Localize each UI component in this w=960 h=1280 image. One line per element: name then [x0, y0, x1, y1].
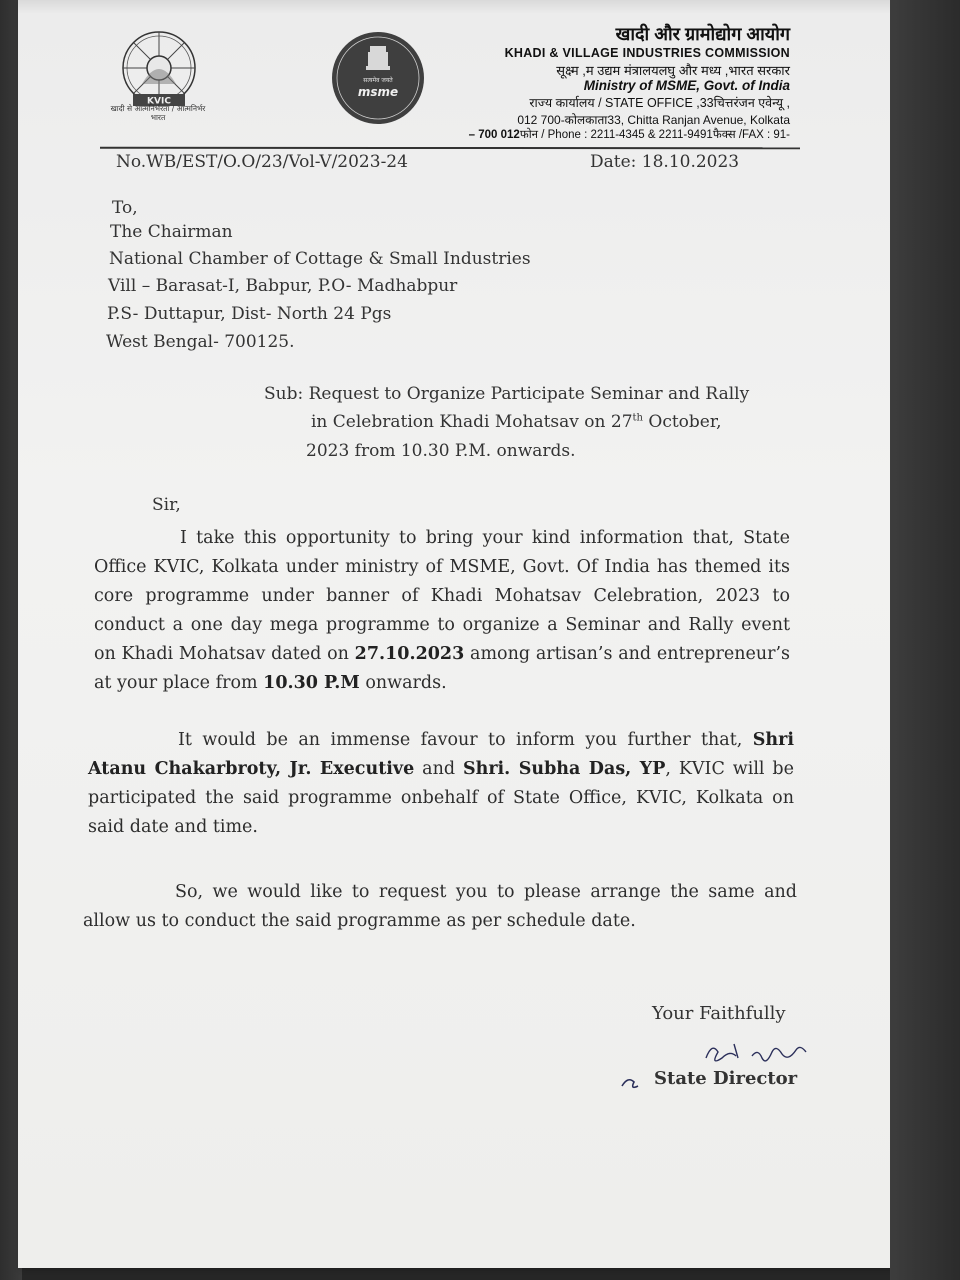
recipient-line: National Chamber of Cottage & Small Industries	[109, 249, 531, 269]
salutation: Sir,	[152, 495, 181, 515]
recipient-line: Vill – Barasat-I, Babpur, P.O- Madhabpur	[108, 276, 458, 296]
event-date: 27.10.2023	[354, 644, 465, 664]
kvic-logo-text: KVIC	[147, 96, 171, 107]
address-line: 012 700-कोलकाता33, Chitta Ranjan Avenue, Kolkata	[517, 113, 790, 127]
subject-text: in Celebration Khadi Mohatsav on 27	[311, 412, 633, 432]
closing-regards: Your Faithfully	[652, 1003, 786, 1024]
msme-label: msme	[357, 85, 399, 99]
recipient-line: The Chairman	[110, 222, 233, 242]
paragraph-text: onwards.	[359, 673, 447, 693]
office-line: राज्य कार्यालय / STATE OFFICE ,33चित्तरंजन एवेन्यू ,	[529, 96, 790, 110]
emblem-caption: सत्यमेव जयते	[363, 77, 393, 84]
body-paragraph-1	[94, 524, 790, 698]
background-right	[890, 0, 960, 1280]
subject-text: October,	[642, 412, 722, 432]
recipient-line: P.S- Duttapur, Dist- North 24 Pgs	[107, 304, 392, 324]
body-paragraph-3: So, we would like to request you to please arrange the same and allow us to conduct the said programme as per schedule date.	[83, 882, 797, 931]
reference-number: No.WB/EST/O.O/23/Vol-V/2023-24	[116, 152, 408, 172]
contact-line	[469, 127, 790, 142]
subject-line	[311, 412, 722, 432]
hindi-org-name: खादी और ग्रामोद्योग आयोग	[615, 24, 790, 44]
paragraph-text: among artisan’s and entrepreneur’s at your place from	[94, 644, 790, 693]
body-paragraph-2	[88, 726, 794, 842]
paragraph-text: It would be an immense favour to inform you further that,	[178, 730, 753, 750]
signatory-designation: State Director	[654, 1068, 798, 1089]
msme-emblem-icon	[328, 30, 428, 126]
subject-line: 2023 from 10.30 P.M. onwards.	[306, 441, 576, 461]
ministry-name: Ministry of MSME, Govt. of India	[583, 78, 790, 93]
org-name: KHADI & VILLAGE INDUSTRIES COMMISSION	[504, 46, 790, 60]
paragraph-text: , KVIC will be participated the said programme onbehalf of State Office, KVIC, Kolkata on said date and time.	[88, 759, 794, 837]
subject-superscript: th	[632, 412, 643, 424]
hindi-ministry: सूक्ष्म ,म उद्यम मंत्रालयलघु और मध्य ,भारत सरकार	[556, 63, 790, 78]
phone-fax: फोन / Phone : 2211-4345 & 2211-9491फैक्स /FAX : 91-	[519, 129, 790, 141]
paper-shadow	[18, 0, 910, 14]
letter-date: Date: 18.10.2023	[590, 152, 740, 172]
pin-code: – 700 012	[468, 129, 520, 141]
paragraph-text: I take this opportunity to bring your kind information that, State Office KVIC, Kolkata under ministry of MSME, Govt. Of India has themed its core programme under banner of Khadi Mohatsav Celebration, 2023 to conduct a one day mega programme to organize a Seminar and Rally event on Khadi Mohatsav dated on	[94, 528, 790, 664]
paragraph-text: and	[414, 759, 463, 779]
subject-line: Sub: Request to Organize Participate Seminar and Rally	[264, 384, 750, 404]
participant-name: Shri. Subha Das, YP	[462, 759, 666, 779]
recipient-line: West Bengal- 700125.	[106, 332, 295, 352]
kvic-caption: खादी से आत्मनिर्भरता / आत्मनिर्भर भारत	[110, 104, 206, 122]
participant-name: Shri Atanu Chakarbroty, Jr. Executive	[88, 730, 794, 779]
recipient-to: To,	[112, 198, 138, 218]
event-time: 10.30 P.M	[263, 673, 360, 693]
